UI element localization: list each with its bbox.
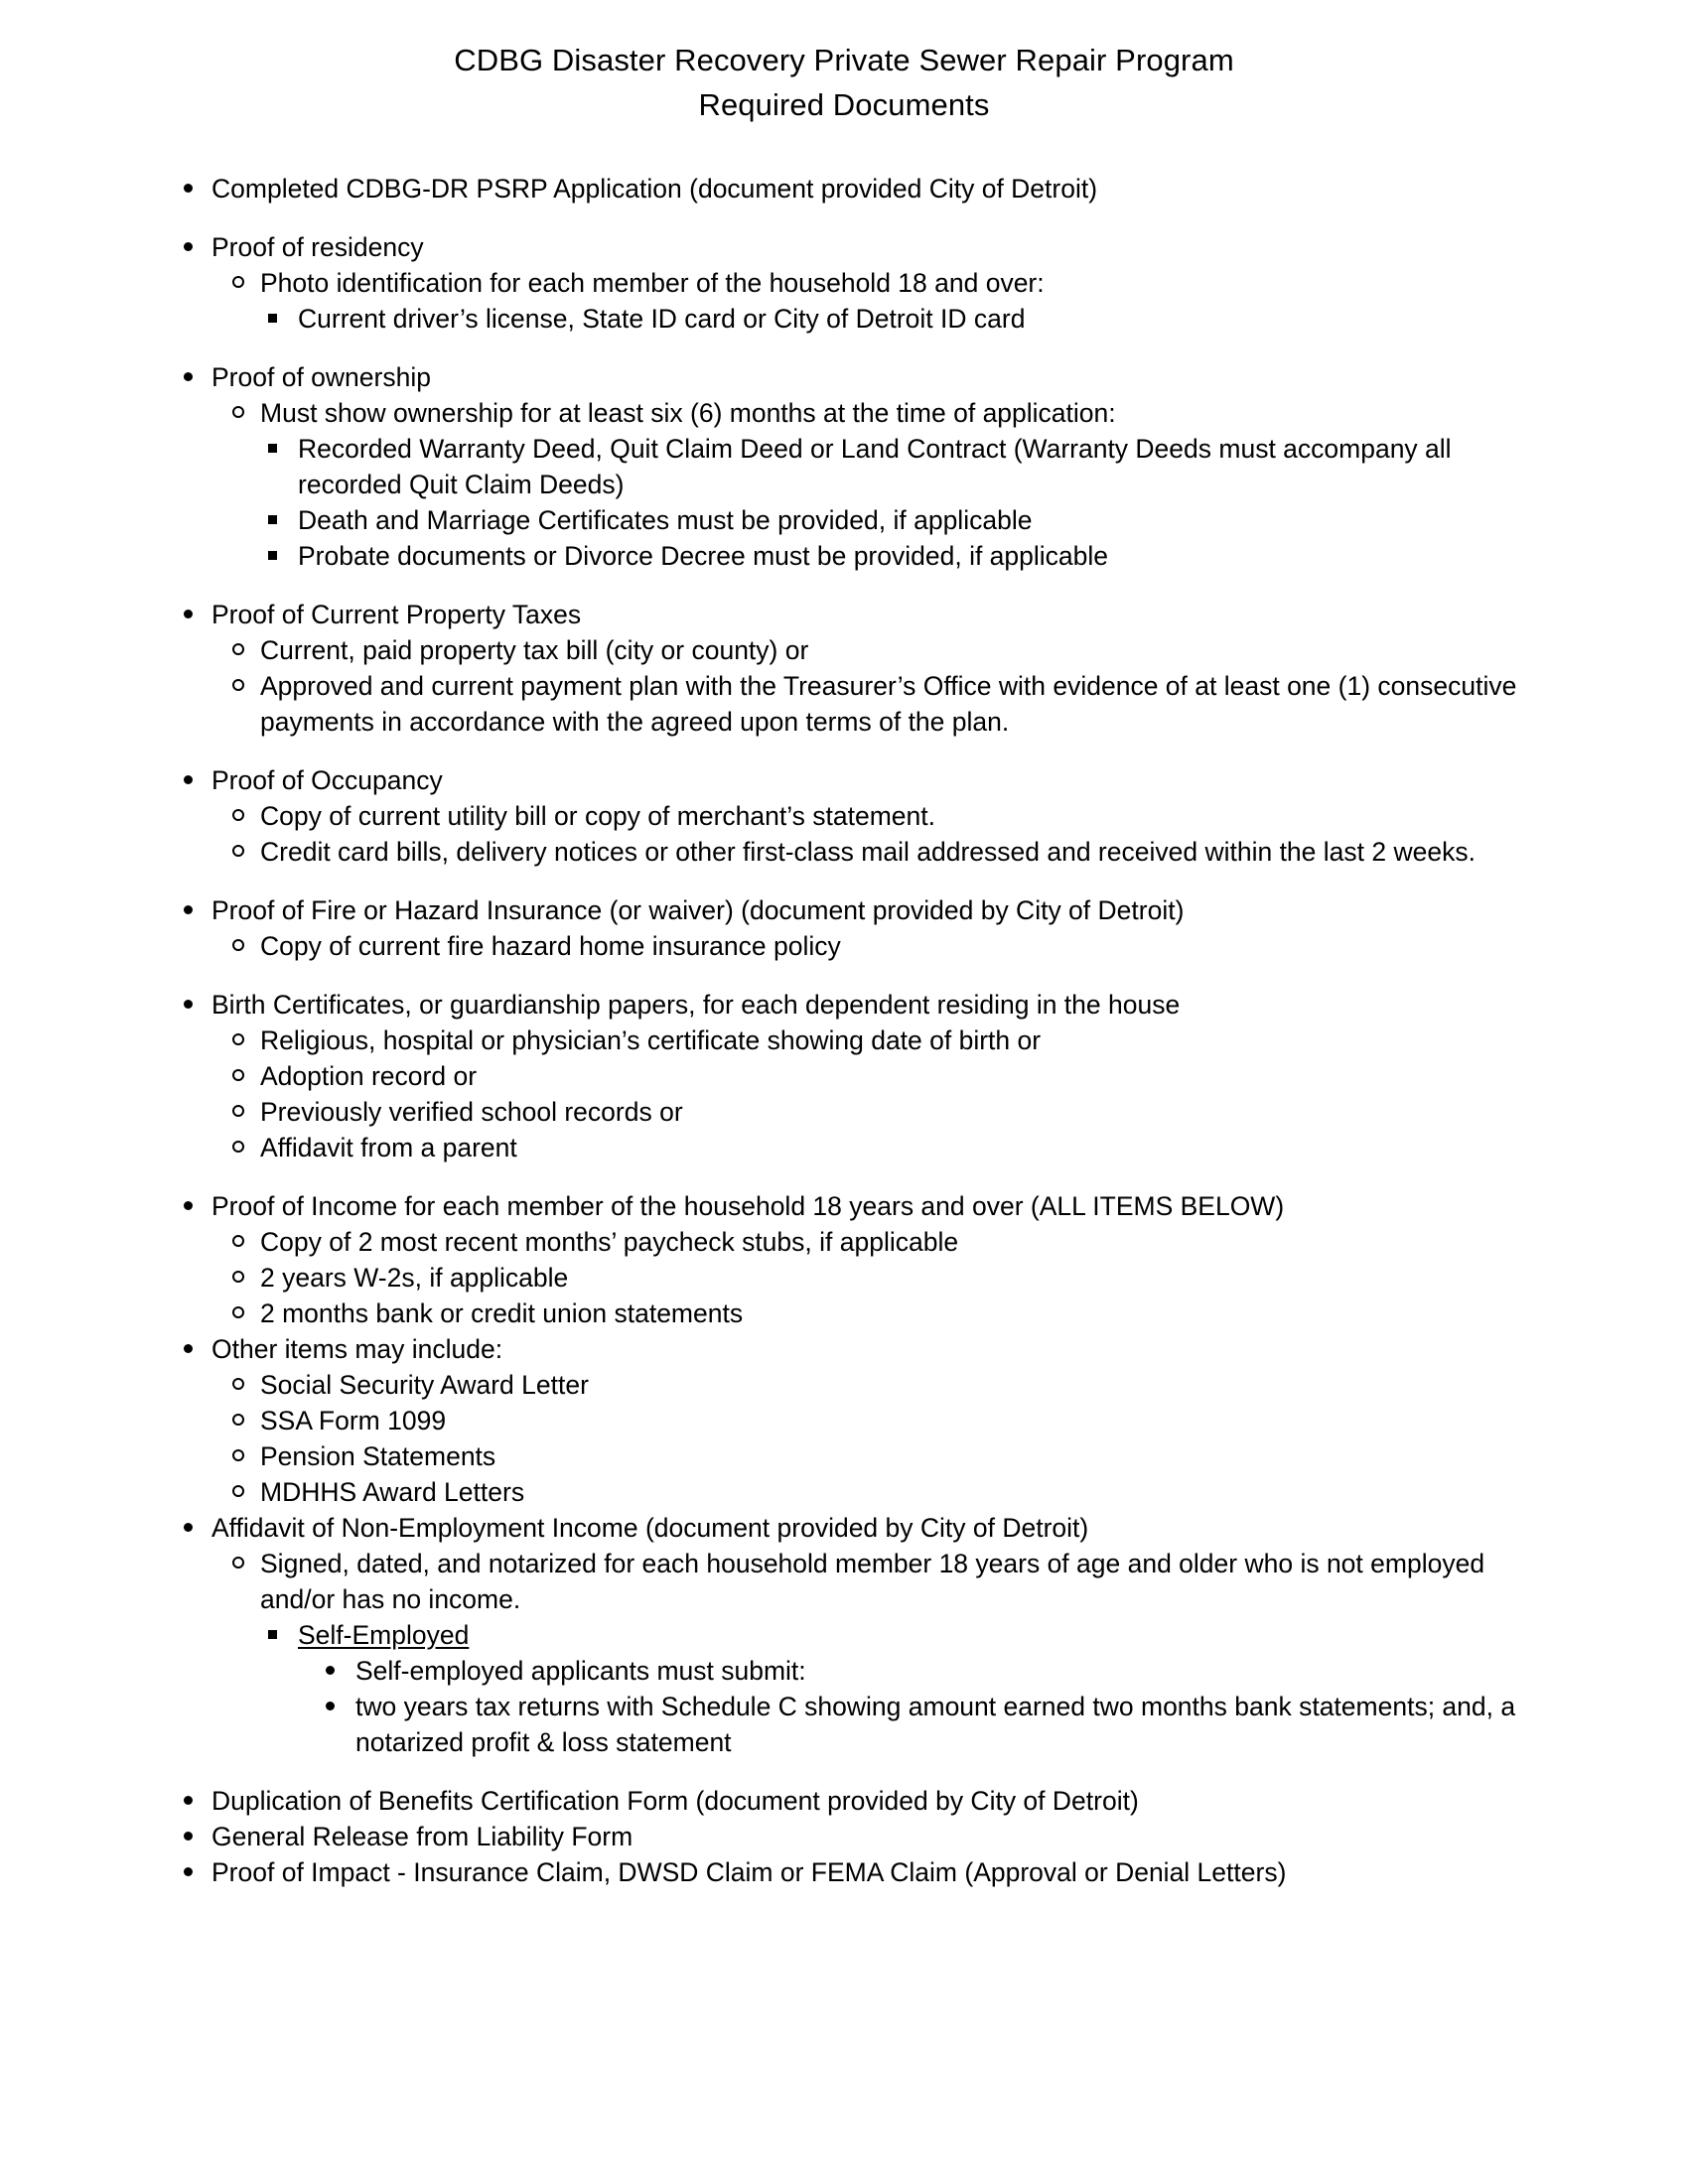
list-item-text: Current driver’s license, State ID card or City of Detroit ID card (298, 304, 1026, 334)
bullet-circle-icon (232, 1367, 260, 1403)
bullet-circle-icon (232, 1023, 260, 1058)
list-item-text: Proof of ownership (211, 362, 431, 392)
list-item-text: Affidavit from a parent (260, 1133, 517, 1162)
list-item-level4 (0, 1689, 1688, 1760)
list-item-level1 (0, 762, 1688, 798)
list-item-level2 (0, 395, 1688, 431)
list-item-text: Completed CDBG-DR PSRP Application (document provided City of Detroit) (211, 174, 1098, 204)
list-item-text: Proof of Impact - Insurance Claim, DWSD Claim or FEMA Claim (Approval or Denial Letters) (211, 1857, 1287, 1887)
document-title (0, 0, 1688, 127)
list-item-text: Photo identification for each member of the household 18 and over: (260, 268, 1045, 298)
bullet-disc-icon (184, 171, 211, 206)
bullet-circle-icon (232, 1058, 260, 1094)
list-item-text: Proof of Fire or Hazard Insurance (or waiver) (document provided by City of Detroit) (211, 895, 1185, 925)
list-item-level2 (0, 265, 1688, 301)
bullet-disc-icon (184, 987, 211, 1023)
list-item-level1 (0, 1331, 1688, 1367)
list-item-text: Probate documents or Divorce Decree must be provided, if applicable (298, 541, 1109, 571)
list-item-text: General Release from Liability Form (211, 1822, 633, 1851)
section-spacer (0, 337, 1688, 359)
list-item-level1 (0, 1819, 1688, 1854)
bullet-circle-icon (232, 1474, 260, 1510)
list-item-level2 (0, 1546, 1688, 1617)
list-item-text: 2 years W-2s, if applicable (260, 1263, 569, 1293)
list-item-level1 (0, 1783, 1688, 1819)
bullet-square-icon (268, 1617, 298, 1653)
list-item-level1 (0, 171, 1688, 206)
bullet-disc-icon (326, 1689, 355, 1724)
title-line-1: CDBG Disaster Recovery Private Sewer Repair Program (454, 43, 1234, 77)
list-item-level3 (0, 1617, 1688, 1653)
bullet-circle-icon (232, 834, 260, 870)
bullet-disc-icon (184, 1331, 211, 1367)
bullet-circle-icon (232, 632, 260, 668)
list-item-text: Signed, dated, and notarized for each household member 18 years of age and older who is not employed and/or has no income. (260, 1549, 1485, 1614)
bullet-circle-icon (232, 668, 260, 704)
list-item-text: Self-employed applicants must submit: (355, 1656, 806, 1686)
bullet-disc-icon (184, 1510, 211, 1546)
list-item-text: Other items may include: (211, 1334, 503, 1364)
list-item-text: Self-Employed (298, 1620, 470, 1650)
list-item-text: Death and Marriage Certificates must be provided, if applicable (298, 505, 1033, 535)
list-item-text: Social Security Award Letter (260, 1370, 589, 1400)
list-item-level4 (0, 1653, 1688, 1689)
required-documents-list (0, 171, 1688, 1890)
bullet-disc-icon (184, 1819, 211, 1854)
list-item-level2 (0, 1094, 1688, 1130)
list-item-level2 (0, 1130, 1688, 1165)
list-item-level1 (0, 987, 1688, 1023)
list-item-level2 (0, 1260, 1688, 1296)
list-item-level2 (0, 1058, 1688, 1094)
bullet-circle-icon (232, 1260, 260, 1296)
bullet-square-icon (268, 538, 298, 574)
bullet-disc-icon (184, 597, 211, 632)
list-item-level2 (0, 1224, 1688, 1260)
title-line-2: Required Documents (698, 87, 990, 122)
list-item-text: MDHHS Award Letters (260, 1477, 525, 1507)
list-item-text: Pension Statements (260, 1441, 496, 1471)
list-item-text: Adoption record or (260, 1061, 478, 1091)
bullet-disc-icon (184, 1188, 211, 1224)
list-item-text: Proof of Occupancy (211, 765, 443, 795)
section-spacer (0, 870, 1688, 892)
list-item-level1 (0, 229, 1688, 265)
list-item-text: Copy of current utility bill or copy of merchant’s statement. (260, 801, 935, 831)
list-item-text: Previously verified school records or (260, 1097, 683, 1127)
list-item-text: 2 months bank or credit union statements (260, 1298, 744, 1328)
list-item-text: Religious, hospital or physician’s certificate showing date of birth or (260, 1025, 1042, 1055)
bullet-circle-icon (232, 265, 260, 301)
bullet-square-icon (268, 431, 298, 467)
bullet-circle-icon (232, 1224, 260, 1260)
list-item-text: Proof of Income for each member of the household 18 years and over (ALL ITEMS BELOW) (211, 1191, 1285, 1221)
bullet-disc-icon (184, 1783, 211, 1819)
list-item-text: Must show ownership for at least six (6) months at the time of application: (260, 398, 1116, 428)
list-item-text: Duplication of Benefits Certification Form (document provided by City of Detroit) (211, 1786, 1139, 1816)
bullet-square-icon (268, 301, 298, 337)
bullet-disc-icon (326, 1653, 355, 1689)
list-item-text: two years tax returns with Schedule C showing amount earned two months bank statements; and, a notarized profit & loss statement (355, 1692, 1516, 1757)
list-item-level3 (0, 538, 1688, 574)
section-spacer (0, 1165, 1688, 1188)
list-item-text: SSA Form 1099 (260, 1406, 447, 1435)
list-item-level2 (0, 1367, 1688, 1403)
list-item-level2 (0, 834, 1688, 870)
bullet-circle-icon (232, 1403, 260, 1438)
list-item-level2 (0, 1023, 1688, 1058)
list-item-text: Copy of current fire hazard home insurance policy (260, 931, 841, 961)
list-item-level3 (0, 431, 1688, 502)
section-spacer (0, 1760, 1688, 1783)
list-item-level1 (0, 1188, 1688, 1224)
bullet-disc-icon (184, 1854, 211, 1890)
bullet-circle-icon (232, 798, 260, 834)
list-item-level2 (0, 1403, 1688, 1438)
bullet-disc-icon (184, 229, 211, 265)
list-item-text: Current, paid property tax bill (city or county) or (260, 635, 809, 665)
list-item-level2 (0, 1438, 1688, 1474)
list-item-level3 (0, 301, 1688, 337)
list-item-text: Recorded Warranty Deed, Quit Claim Deed or Land Contract (Warranty Deeds must accompany all recorded Quit Claim Deeds) (298, 434, 1452, 499)
bullet-circle-icon (232, 928, 260, 964)
list-item-level1 (0, 1854, 1688, 1890)
bullet-disc-icon (184, 892, 211, 928)
list-item-level2 (0, 798, 1688, 834)
section-spacer (0, 574, 1688, 597)
section-spacer (0, 206, 1688, 229)
list-item-level2 (0, 928, 1688, 964)
bullet-circle-icon (232, 1296, 260, 1331)
bullet-circle-icon (232, 1438, 260, 1474)
list-item-level2 (0, 1474, 1688, 1510)
bullet-disc-icon (184, 762, 211, 798)
list-item-text: Proof of Current Property Taxes (211, 600, 582, 629)
bullet-square-icon (268, 502, 298, 538)
list-item-text: Birth Certificates, or guardianship papers, for each dependent residing in the house (211, 990, 1181, 1020)
bullet-circle-icon (232, 1546, 260, 1581)
list-item-text: Copy of 2 most recent months’ paycheck stubs, if applicable (260, 1227, 959, 1257)
list-item-level2 (0, 632, 1688, 668)
bullet-disc-icon (184, 359, 211, 395)
bullet-circle-icon (232, 1094, 260, 1130)
list-item-level1 (0, 892, 1688, 928)
section-spacer (0, 740, 1688, 762)
bullet-circle-icon (232, 395, 260, 431)
list-item-level2 (0, 1296, 1688, 1331)
section-spacer (0, 964, 1688, 987)
list-item-level2 (0, 668, 1688, 740)
list-item-level1 (0, 597, 1688, 632)
list-item-text: Credit card bills, delivery notices or other first-class mail addressed and received within the last 2 weeks. (260, 837, 1476, 867)
list-item-text: Approved and current payment plan with the Treasurer’s Office with evidence of at least one (1) consecutive payments in accordance with the agreed upon terms of the plan. (260, 671, 1517, 737)
list-item-level1 (0, 1510, 1688, 1546)
list-item-level1 (0, 359, 1688, 395)
list-item-text: Proof of residency (211, 232, 424, 262)
list-item-text: Affidavit of Non-Employment Income (document provided by City of Detroit) (211, 1513, 1089, 1543)
bullet-circle-icon (232, 1130, 260, 1165)
list-item-level3 (0, 502, 1688, 538)
